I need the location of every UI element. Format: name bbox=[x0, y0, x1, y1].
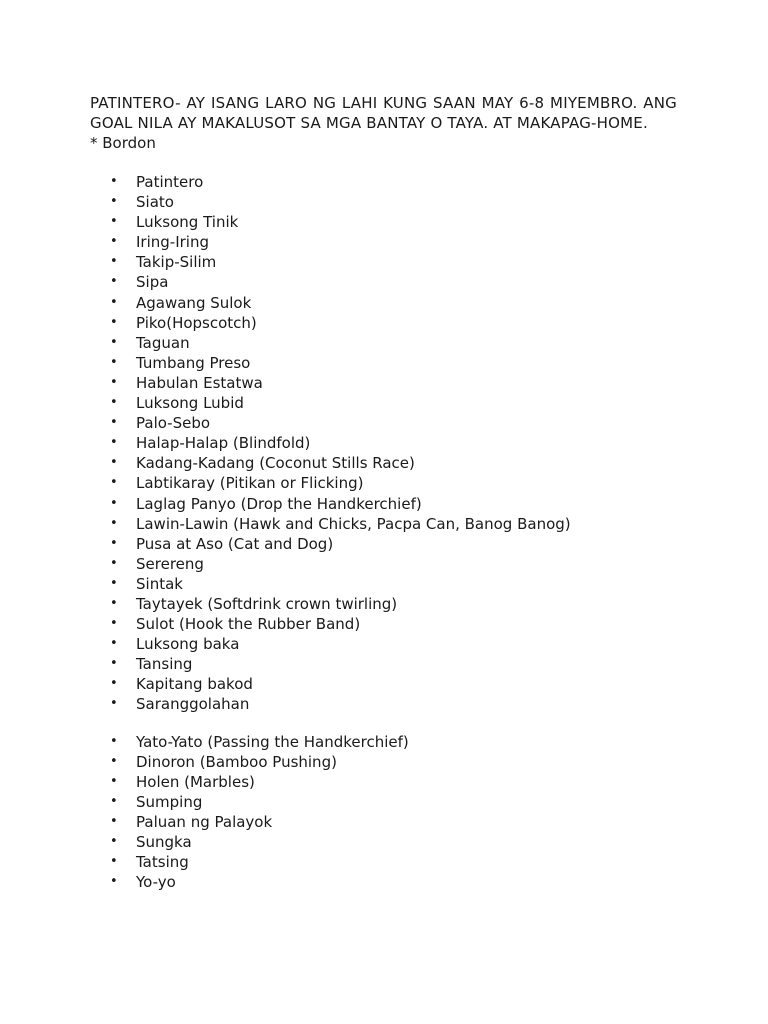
list-item: • Tansing bbox=[90, 654, 677, 674]
list-item: • Luksong Lubid bbox=[90, 393, 677, 413]
list-item: • Laglag Panyo (Drop the Handkerchief) bbox=[90, 494, 677, 514]
list-item: • Taytayek (Softdrink crown twirling) bbox=[90, 594, 677, 614]
list-item: • Yo-yo bbox=[90, 872, 677, 892]
list-item: • Yato-Yato (Passing the Handkerchief) bbox=[90, 732, 677, 752]
document-page bbox=[90, 93, 677, 892]
list-item: • Sulot (Hook the Rubber Band) bbox=[90, 614, 677, 634]
list-item: • Tumbang Preso bbox=[90, 353, 677, 373]
games-list-1 bbox=[90, 172, 677, 715]
list-item: • Luksong baka bbox=[90, 634, 677, 654]
list-item: • Holen (Marbles) bbox=[90, 772, 677, 792]
list-item: • Labtikaray (Pitikan or Flicking) bbox=[90, 473, 677, 493]
list-item: • Agawang Sulok bbox=[90, 293, 677, 313]
list-item: • Siato bbox=[90, 192, 677, 212]
list-item: • Pusa at Aso (Cat and Dog) bbox=[90, 534, 677, 554]
list-item: • Sungka bbox=[90, 832, 677, 852]
list-item: • Sintak bbox=[90, 574, 677, 594]
list-item: • Dinoron (Bamboo Pushing) bbox=[90, 752, 677, 772]
list-item: • Takip-Silim bbox=[90, 252, 677, 272]
note-line: * Bordon bbox=[90, 134, 156, 152]
games-list-2 bbox=[90, 732, 677, 893]
list-item: • Patintero bbox=[90, 172, 677, 192]
list-item: • Paluan ng Palayok bbox=[90, 812, 677, 832]
list-item: • Palo-Sebo bbox=[90, 413, 677, 433]
list-item: • Halap-Halap (Blindfold) bbox=[90, 433, 677, 453]
list-item: • Taguan bbox=[90, 333, 677, 353]
list-item: • Tatsing bbox=[90, 852, 677, 872]
list-item: • Iring-Iring bbox=[90, 232, 677, 252]
intro-paragraph: PATINTERO- AY ISANG LARO NG LAHI KUNG SAAN MAY 6-8 MIYEMBRO. ANG GOAL NILA AY MAKALUSOT SA MGA BANTAY O TAYA. AT MAKAPAG-HOME. bbox=[90, 94, 677, 132]
list-item: • Lawin-Lawin (Hawk and Chicks, Pacpa Can, Banog Banog) bbox=[90, 514, 677, 534]
list-item: • Piko(Hopscotch) bbox=[90, 313, 677, 333]
list-item: • Kadang-Kadang (Coconut Stills Race) bbox=[90, 453, 677, 473]
list-item: • Sumping bbox=[90, 792, 677, 812]
list-item: • Saranggolahan bbox=[90, 694, 677, 714]
list-item: • Habulan Estatwa bbox=[90, 373, 677, 393]
list-item: • Kapitang bakod bbox=[90, 674, 677, 694]
list-item: • Serereng bbox=[90, 554, 677, 574]
list-item: • Sipa bbox=[90, 272, 677, 292]
list-item: • Luksong Tinik bbox=[90, 212, 677, 232]
